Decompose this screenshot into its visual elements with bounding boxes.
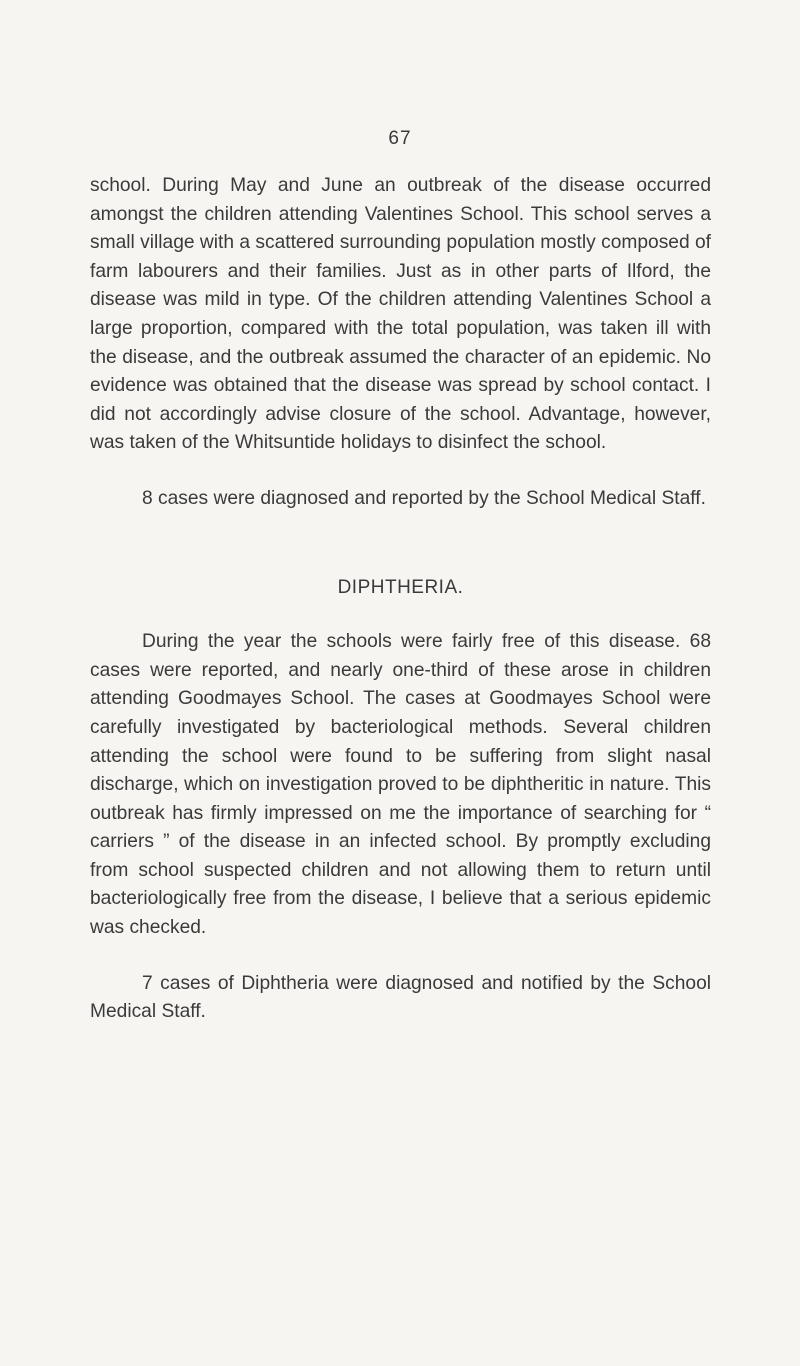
page-body — [90, 172, 711, 1027]
section-heading-diphtheria: DIPHTHERIA. — [337, 576, 464, 598]
cases-paragraph-2: 7 cases of Diphtheria were diagnosed and notified by the School Medical Staff. — [90, 972, 711, 1023]
intro-paragraph: school. During May and June an outbreak of the disease occurred amongst the children attending Valentines School. This school serves a small village with a scattered surrounding population mostly composed of farm labourers and their families. Just as in other parts of Ilford, the disease was mild in type. Of the children attending Valentines School a large proportion, compared with the total population, was taken ill with the disease, and the outbreak assumed the character of an epidemic. No evidence was obtained that the disease was spread by school contact. I did not accordingly advise closure of the school. Advantage, however, was taken of the Whitsuntide holidays to disinfect the school. — [90, 175, 711, 454]
page-number: 67 — [388, 128, 412, 149]
diphtheria-paragraph: During the year the schools were fairly free of this disease. 68 cases were reported, and nearly one-third of these arose in children attending Goodmayes School. The cases at Goodmayes School were carefully investigated by bacteriological methods. Several children attending the school were found to be suffering from slight nasal discharge, which on investigation proved to be diphtheritic in nature. This outbreak has firmly impressed on me the importance of searching for “ carriers ” of the disease in an infected school. By promptly excluding from school suspected children and not allowing them to return until bacteriologically free from the disease, I believe that a serious epidemic was checked. — [90, 631, 711, 939]
cases-paragraph-1: 8 cases were diagnosed and reported by the School Medical Staff. — [142, 487, 706, 509]
